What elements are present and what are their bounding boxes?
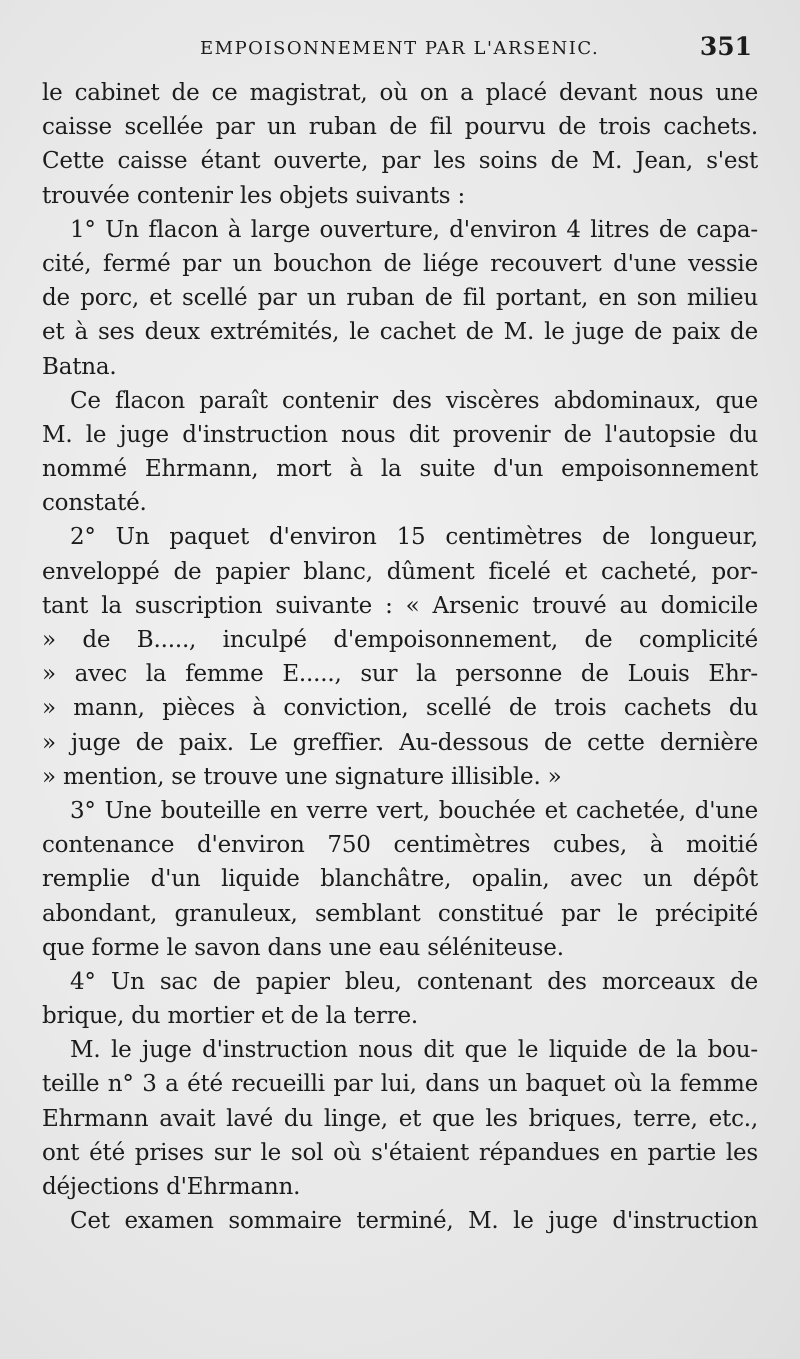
text-line: abondant, granuleux, semblant constitué par le précipité bbox=[42, 900, 758, 927]
text-line: le cabinet de ce magistrat, où on a placé devant nous une bbox=[42, 80, 758, 106]
text-line: Ehrmann avait lavé du linge, et que les briques, terre, etc., bbox=[42, 1105, 758, 1132]
text-line: Ce flacon paraît contenir des viscères abdominaux, que bbox=[70, 387, 758, 414]
page-number: 351 bbox=[699, 32, 752, 61]
text-line: » juge de paix. Le greffier. Au-dessous de cette dernière bbox=[42, 729, 758, 756]
text-line: caisse scellée par un ruban de fil pourvu de trois cachets. bbox=[42, 114, 758, 141]
text-line: nommé Ehrmann, mort à la suite d'un empoisonnement bbox=[42, 456, 758, 483]
text-line: M. le juge d'instruction nous dit que le liquide de la bou- bbox=[70, 1037, 758, 1064]
text-line: 2° Un paquet d'environ 15 centimètres de longueur, bbox=[70, 524, 758, 551]
text-line: Cet examen sommaire terminé, M. le juge d'instruction bbox=[70, 1208, 758, 1235]
text-line: » avec la femme E....., sur la personne de Louis Ehr- bbox=[42, 661, 758, 688]
text-line: Cette caisse étant ouverte, par les soins de M. Jean, s'est bbox=[42, 148, 758, 175]
text-line: teille n° 3 a été recueilli par lui, dans un baquet où la femme bbox=[42, 1071, 758, 1098]
text-line: Batna. bbox=[42, 353, 117, 380]
text-line: tant la suscription suivante : « Arsenic trouvé au domicile bbox=[42, 592, 758, 619]
text-line: que forme le savon dans une eau séléniteuse. bbox=[42, 934, 564, 961]
body-text bbox=[42, 76, 758, 1238]
text-line: 4° Un sac de papier bleu, contenant des morceaux de bbox=[70, 968, 758, 995]
text-line: contenance d'environ 750 centimètres cubes, à moitié bbox=[42, 832, 758, 859]
text-line: de porc, et scellé par un ruban de fil portant, en son milieu bbox=[42, 285, 758, 312]
text-line: » de B....., inculpé d'empoisonnement, de complicité bbox=[42, 627, 758, 653]
text-line: ont été prises sur le sol où s'étaient répandues en partie les bbox=[42, 1139, 758, 1166]
text-line: 1° Un flacon à large ouverture, d'environ 4 litres de capa- bbox=[70, 216, 758, 243]
text-line: remplie d'un liquide blanchâtre, opalin, avec un dépôt bbox=[42, 866, 758, 893]
text-line: enveloppé de papier blanc, dûment ficelé et cacheté, por- bbox=[42, 558, 758, 585]
text-line: M. le juge d'instruction nous dit provenir de l'autopsie du bbox=[42, 421, 758, 448]
text-line: trouvée contenir les objets suivants : bbox=[42, 182, 466, 209]
text-line: et à ses deux extrémités, le cachet de M. le juge de paix de bbox=[42, 319, 758, 346]
text-line: » mention, se trouve une signature illisible. » bbox=[42, 763, 562, 790]
text-line: constaté. bbox=[42, 490, 147, 517]
text-line: brique, du mortier et de la terre. bbox=[42, 1003, 419, 1030]
text-line: » mann, pièces à conviction, scellé de trois cachets du bbox=[42, 695, 758, 722]
running-head bbox=[0, 32, 800, 68]
text-line: 3° Une bouteille en verre vert, bouchée et cachetée, d'une bbox=[70, 797, 758, 824]
text-line: déjections d'Ehrmann. bbox=[42, 1174, 301, 1200]
text-line: cité, fermé par un bouchon de liége recouvert d'une vessie bbox=[42, 250, 758, 277]
running-title: EMPOISONNEMENT PAR L'ARSENIC. bbox=[200, 38, 600, 59]
